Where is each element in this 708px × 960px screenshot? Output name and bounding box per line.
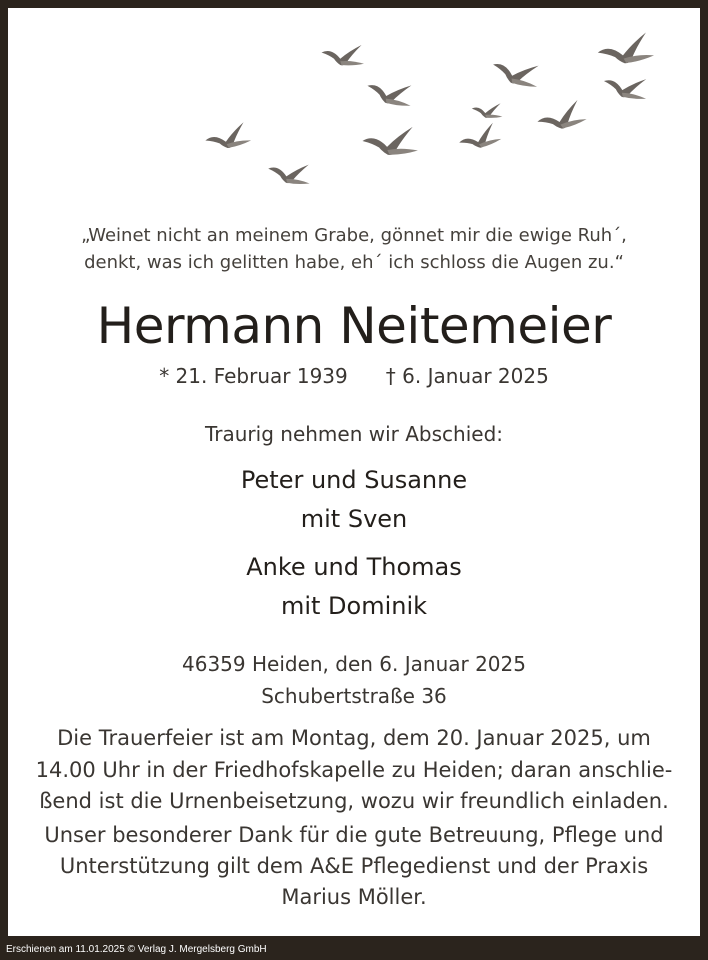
bird-icon	[457, 122, 502, 154]
thanks-line: Unser besonderer Dank für die gute Betreuung, Pflege und	[44, 823, 664, 847]
bird-icon	[365, 78, 414, 108]
bird-icon	[535, 99, 587, 135]
publication-footer: Erschienen am 11.01.2025 © Verlag J. Mergelsberg GmbH	[6, 944, 267, 955]
thanks-line: Marius Möller.	[281, 885, 427, 909]
funeral-notice	[28, 723, 680, 818]
mourner-family	[8, 548, 700, 626]
bird-icon	[602, 73, 649, 100]
farewell-intro: Traurig nehmen wir Abschied:	[205, 422, 503, 446]
address-block	[8, 648, 700, 712]
notice-line: 14.00 Uhr in der Friedhofskapelle zu Heiden; daran anschlie-	[35, 757, 673, 782]
bird-icon	[472, 103, 503, 118]
mourner-names: Anke und Thomas	[246, 553, 462, 581]
quote-line: denkt, was ich gelitten habe, eh´ ich schloss die Augen zu.“	[84, 252, 624, 273]
place-and-date: 46359 Heiden, den 6. Januar 2025	[182, 652, 526, 676]
notice-line: Die Trauerfeier ist am Montag, dem 20. Januar 2025, um	[57, 726, 651, 750]
mourner-names: mit Sven	[300, 505, 408, 533]
bird-icon	[203, 122, 251, 154]
deceased-name: Hermann Neitemeier	[96, 297, 612, 355]
thanks-line: Unterstützung gilt dem A&E Pflegedienst und der Praxis	[59, 854, 649, 878]
notice-line: ßend ist die Urnenbeisetzung, wozu wir freundlich einladen.	[39, 789, 669, 813]
thanks-text	[28, 820, 680, 913]
mourner-family	[8, 461, 700, 539]
mourner-names: mit Dominik	[280, 592, 428, 620]
bird-icon	[490, 56, 541, 88]
bird-icon	[596, 32, 655, 69]
obituary-card	[8, 8, 700, 936]
bird-icon	[267, 161, 311, 185]
life-dates	[8, 361, 700, 391]
quote-line: „Weinet nicht an meinem Grabe, gönnet mir die ewige Ruh´,	[81, 225, 627, 246]
flying-birds-illustration	[8, 8, 700, 208]
birth-date: * 21. Februar 1939	[159, 364, 348, 388]
bird-icon	[362, 127, 418, 158]
memorial-quote	[8, 222, 700, 276]
street-address: Schubertstraße 36	[261, 684, 447, 708]
bird-icon	[322, 45, 365, 65]
death-date: † 6. Januar 2025	[385, 364, 549, 388]
mourner-names: Peter und Susanne	[240, 466, 468, 494]
